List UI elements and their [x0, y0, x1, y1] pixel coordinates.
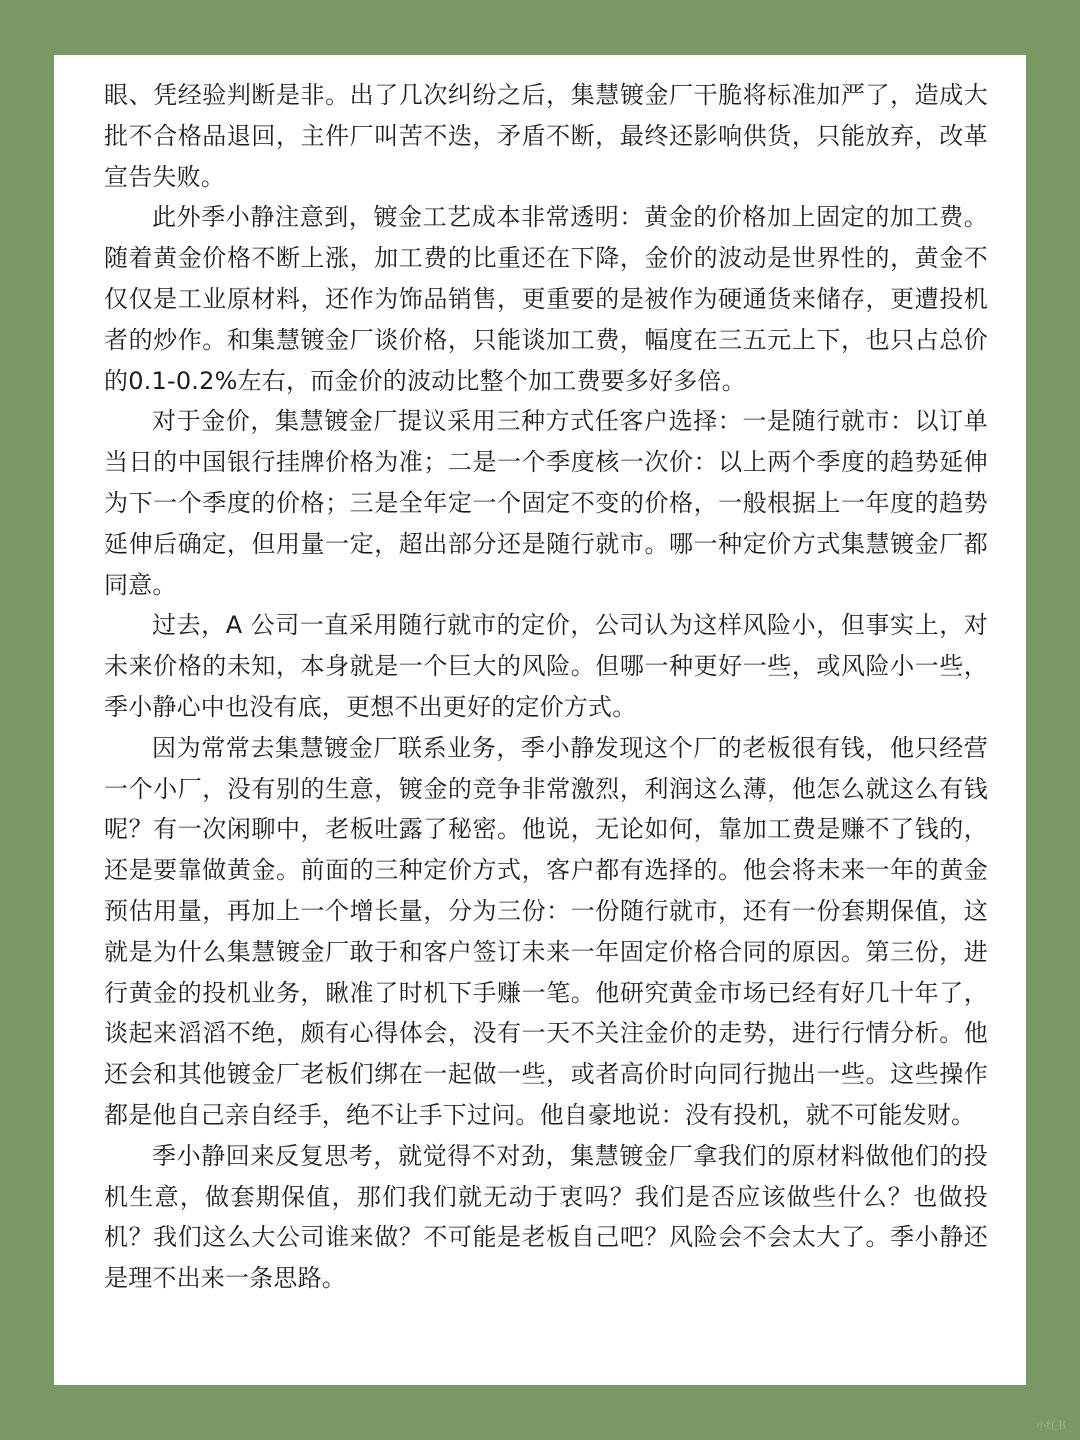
paragraph-5: 因为常常去集慧镀金厂联系业务，季小静发现这个厂的老板很有钱，他只经营一个小厂，没有别的生意，镀金的竞争非常激烈，利润这么薄，他怎么就这么有钱呢？有一次闲聊中，老板吐露了秘密。他说，无论如何，靠加工费是赚不了钱的，还是要靠做黄金。前面的三种定价方式，客户都有选择的。他会将未来一年的黄金预估用量，再加上一个增长量，分为三份：一份随行就市，还有一份套期保值，这就是为什么集慧镀金厂敢于和客户签订未来一年固定价格合同的原因。第三份，进行黄金的投机业务，瞅准了时机下手赚一笔。他研究黄金市场已经有好几十年了，谈起来滔滔不绝，颇有心得体会，没有一天不关注金价的走势，进行行情分析。他还会和其他镀金厂老板们绑在一起做一些，或者高价时向同行抛出一些。这些操作都是他自己亲自经手，绝不让手下过问。他自豪地说：没有投机，就不可能发财。: [104, 733, 988, 1129]
paragraph-2: 此外季小静注意到，镀金工艺成本非常透明：黄金的价格加上固定的加工费。随着黄金价格不断上涨，加工费的比重还在下降，金价的波动是世界性的，黄金不仅仅是工业原材料，还作为饰品销售，更重要的是被作为硬通货来储存，更遭投机者的炒作。和集慧镀金厂谈价格，只能谈加工费，幅度在三五元上下，也只占总价的0.1-0.2%左右，而金价的波动比整个加工费要多好多倍。: [104, 203, 988, 395]
paragraph-4: 过去，A 公司一直采用随行就市的定价，公司认为这样风险小，但事实上，对未来价格的未知，本身就是一个巨大的风险。但哪一种更好一些，或风险小一些，季小静心中也没有底，更想不出更好的定价方式。: [104, 611, 988, 721]
watermark-logo: 小红书: [1036, 1421, 1066, 1432]
paragraph-6: 季小静回来反复思考，就觉得不对劲，集慧镀金厂拿我们的原材料做他们的投机生意，做套期保值，那们我们就无动于衷吗？我们是否应该做些什么？也做投机？我们这么大公司谁来做？不可能是老板自己吧？风险会不会太大了。季小静还是理不出来一条思路。: [104, 1141, 988, 1293]
paragraph-3: 对于金价，集慧镀金厂提议采用三种方式任客户选择：一是随行就市：以订单当日的中国银行挂牌价格为准；二是一个季度核一次价：以上两个季度的趋势延伸为下一个季度的价格；三是全年定一个固定不变的价格，一般根据上一年度的趋势延伸后确定，但用量一定，超出部分还是随行就市。哪一种定价方式集慧镀金厂都同意。: [104, 407, 988, 599]
paragraph-1: 眼、凭经验判断是非。出了几次纠纷之后，集慧镀金厂干脆将标准加严了，造成大批不合格品退回，主件厂叫苦不迭，矛盾不断，最终还影响供货，只能放弃，改革宣告失败。: [104, 81, 988, 191]
document-page: [54, 55, 1026, 1385]
